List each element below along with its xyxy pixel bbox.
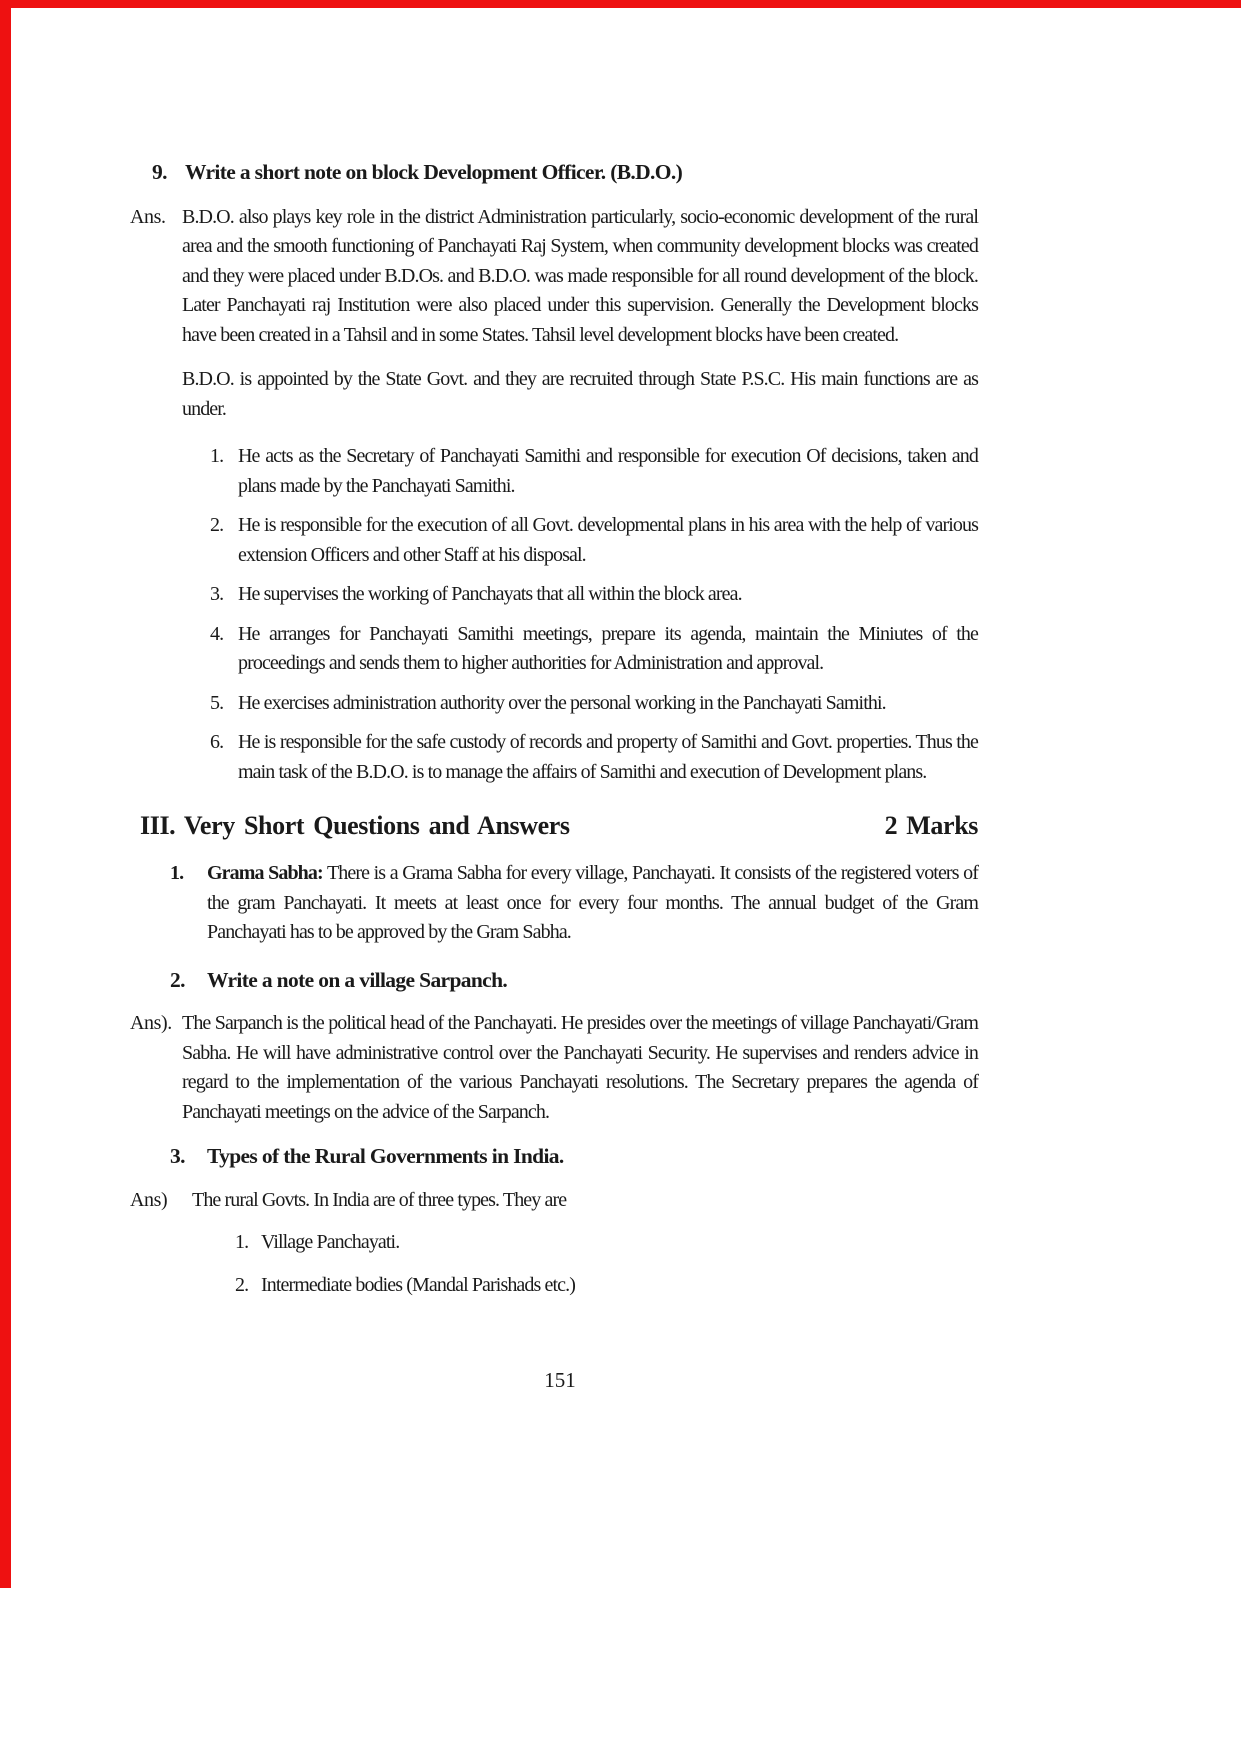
list-item [210, 442, 978, 501]
list-item-text: He is responsible for the execution of all Govt. developmental plans in his area with the help of various extension Officers and other Staff at his disposal. [238, 514, 978, 566]
answer-text: The rural Govts. In India are of three types. They are [192, 1188, 567, 1211]
short-question-2-answer [130, 1009, 978, 1127]
short-question-1 [170, 859, 978, 948]
list-item [210, 689, 978, 719]
question-9-answer-paragraph-1 [130, 203, 978, 351]
list-item [210, 620, 978, 679]
list-item-number: 2. [235, 1273, 249, 1296]
short-question-1-term: Grama Sabha: [207, 862, 323, 884]
short-question-1-number: 1. [170, 862, 184, 884]
question-9-heading [152, 158, 978, 188]
list-item-text: He acts as the Secretary of Panchayati Samithi and responsible for execution Of decisions, taken and plans made by the Panchayati Samithi. [238, 445, 978, 497]
answer-label: Ans) [130, 1188, 168, 1211]
answer-text: B.D.O. also plays key role in the district Administration particularly, socio-economic development of the rural area and the smooth functioning of Panchayati Raj System, when community development blocks was created and they were placed under B.D.Os. and B.D.O. was made responsible for all round development of the block. Later Panchayati raj Institution were also placed under this supervision. Generally the Development blocks have been created in a Tahsil and in some States. Tahsil level development blocks have been created. [182, 205, 978, 346]
list-item [210, 511, 978, 570]
list-item [235, 1228, 978, 1258]
list-item [210, 728, 978, 787]
list-item-number: 5. [210, 691, 224, 714]
list-item-number: 6. [210, 731, 224, 753]
answer-label: Ans). [130, 1012, 172, 1034]
short-question-3-number: 3. [170, 1144, 185, 1168]
answer-text: The Sarpanch is the political head of the Panchayati. He presides over the meetings of village Panchayati/Gram Sabha. He will have administrative control over the Panchayati Security. He supervises and renders advice in regard to the implementation of the various Panchayati resolutions. The Secretary prepares the agenda of Panchayati meetings on the advice of the Sarpanch. [182, 1012, 978, 1123]
short-question-2-number: 2. [170, 967, 185, 992]
page-content [130, 158, 978, 1313]
list-item-number: 2. [210, 514, 224, 536]
list-item-number: 3. [210, 583, 224, 605]
list-item-text: Village Panchayati. [261, 1231, 400, 1253]
list-item-text: He arranges for Panchayati Samithi meetings, prepare its agenda, maintain the Miniutes of the proceedings and sends them to higher authorities for Administration and approval. [238, 622, 978, 674]
list-item-number: 4. [210, 622, 224, 645]
question-9-title: Write a short note on block Development Officer. (B.D.O.) [185, 160, 683, 184]
rural-government-types-list [130, 1228, 978, 1300]
answer-label: Ans. [130, 205, 166, 228]
question-9-number: 9. [152, 160, 167, 184]
short-question-3-heading [170, 1142, 978, 1172]
short-question-2-heading [170, 966, 978, 996]
short-question-1-text: There is a Grama Sabha for every village, Panchayati. It consists of the registered voters of the gram Panchayati. It meets at least once for every four months. The annual budget of the Gram Panchayati has to be approved by the Gram Sabha. [207, 862, 978, 943]
list-item-number: 1. [235, 1231, 249, 1253]
list-item-text: He exercises administration authority over the personal working in the Panchayati Samithi. [238, 691, 886, 714]
bdo-functions-list [130, 442, 978, 787]
question-9-answer-paragraph-2: B.D.O. is appointed by the State Govt. and they are recruited through State P.S.C. His main functions are as under. [182, 368, 978, 420]
short-question-3-title: Types of the Rural Governments in India. [207, 1144, 564, 1168]
page-number: 151 [544, 1368, 576, 1392]
list-item-text: He supervises the working of Panchayats that all within the block area. [238, 583, 742, 605]
list-item-text: Intermediate bodies (Mandal Parishads etc.) [261, 1273, 575, 1296]
page-border-left-rule [0, 0, 11, 1588]
short-question-2-title: Write a note on a village Sarpanch. [207, 967, 508, 992]
section-heading [140, 809, 978, 843]
list-item [235, 1271, 978, 1301]
section-marks-badge: 2 Marks [884, 811, 978, 840]
list-item-number: 1. [210, 445, 224, 467]
list-item-text: He is responsible for the safe custody of records and property of Samithi and Govt. properties. Thus the main task of the B.D.O. is to manage the affairs of Samithi and execution of Development plans. [238, 731, 978, 783]
short-question-3-answer [130, 1186, 978, 1216]
list-item [210, 580, 978, 610]
section-title: III. Very Short Questions and Answers [140, 811, 570, 840]
page-border-top-rule [0, 0, 1241, 8]
